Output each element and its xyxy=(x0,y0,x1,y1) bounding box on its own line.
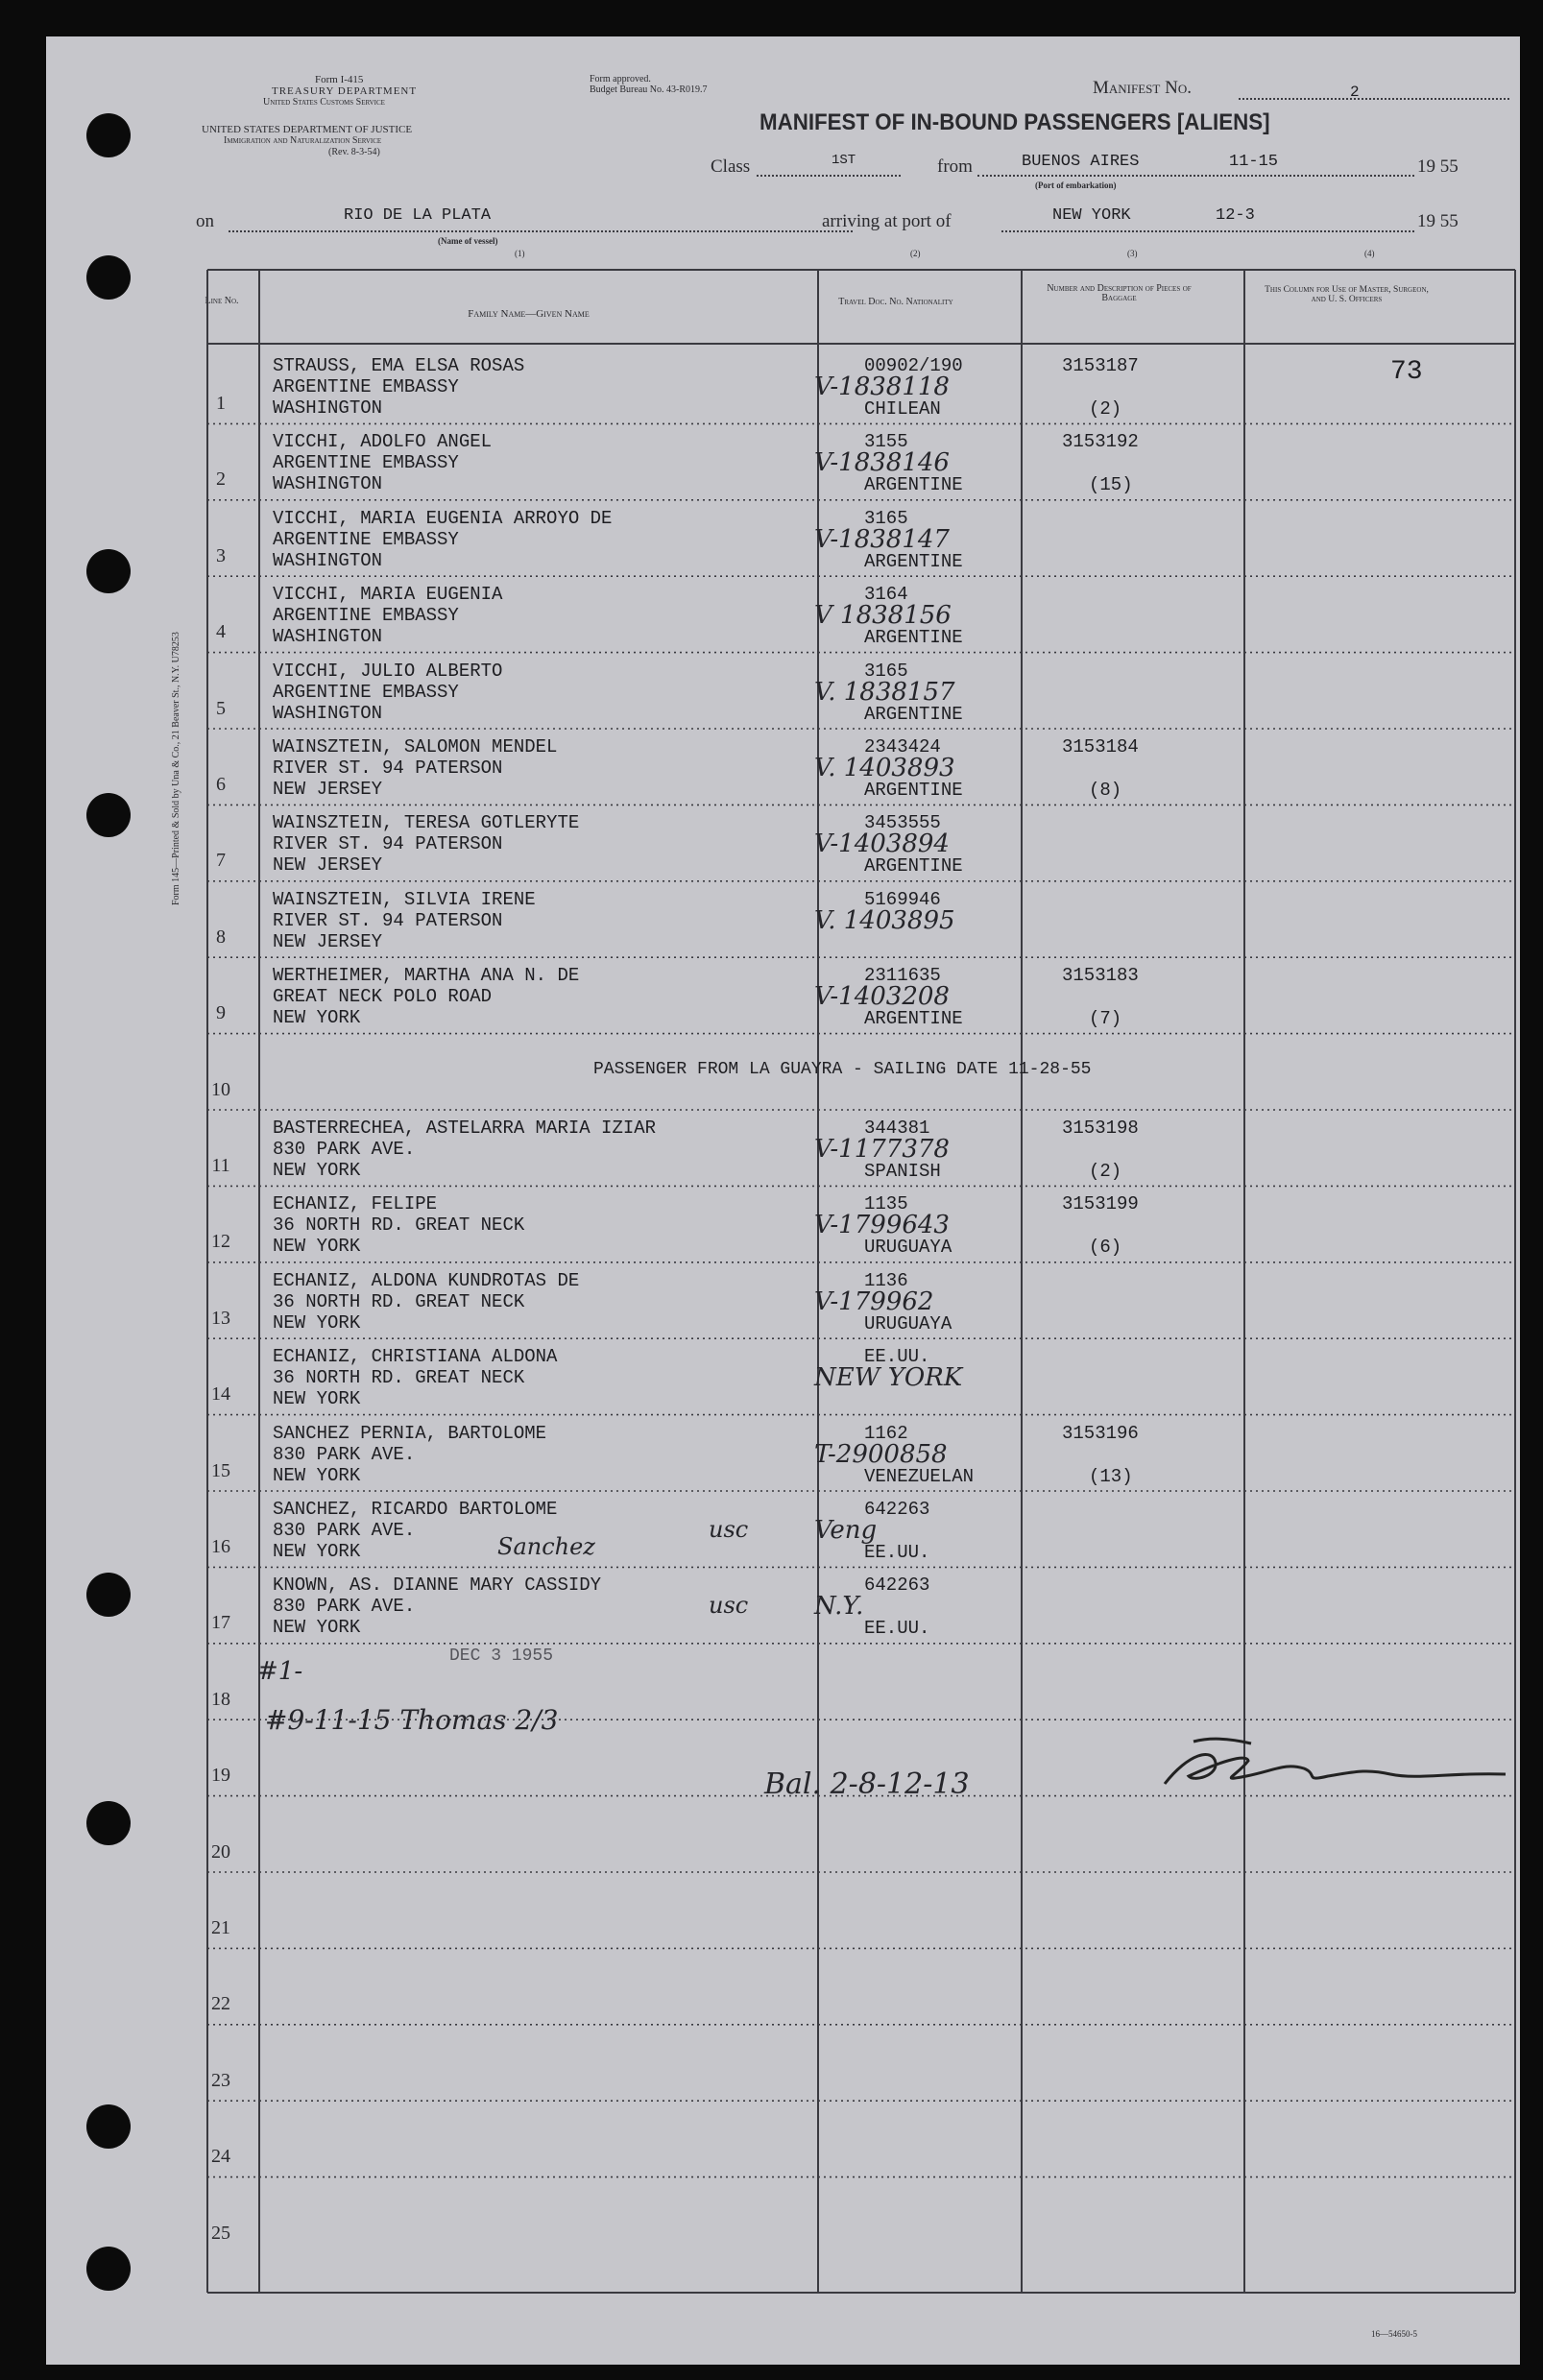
passenger-city: WASHINGTON xyxy=(273,549,383,571)
passenger-address: GREAT NECK POLO ROAD xyxy=(273,986,493,1008)
from-label: from xyxy=(937,156,973,177)
line-number: 9 xyxy=(216,1002,226,1024)
nationality: SPANISH xyxy=(864,1161,941,1182)
line-number: 19 xyxy=(211,1765,230,1787)
nationality: ARGENTINE xyxy=(864,780,963,801)
nationality: CHILEAN xyxy=(864,398,941,420)
usc-note: usc xyxy=(709,1516,749,1543)
line-number: 5 xyxy=(216,697,226,719)
customs-service: United States Customs Service xyxy=(263,97,385,108)
line-number: 12 xyxy=(211,1231,230,1253)
travel-doc-number: 642263 xyxy=(864,1499,930,1520)
travel-doc-number: 3165 xyxy=(864,507,908,529)
travel-doc-number: 3453555 xyxy=(864,812,941,834)
baggage-number: 3153187 xyxy=(1062,355,1139,376)
nationality: ARGENTINE xyxy=(864,1008,963,1030)
passenger-name: KNOWN, AS. DIANNE MARY CASSIDY xyxy=(273,1575,602,1597)
line-number: 13 xyxy=(211,1307,230,1329)
baggage-number: 3153196 xyxy=(1062,1422,1139,1444)
line-number: 8 xyxy=(216,926,226,948)
passenger-city: WASHINGTON xyxy=(273,702,383,724)
baggage-number: 3153183 xyxy=(1062,965,1139,987)
passenger-city: NEW JERSEY xyxy=(273,930,383,952)
annotation-line-17: #1- xyxy=(257,1657,303,1686)
baggage-number: 3153198 xyxy=(1062,1118,1139,1139)
vessel-name: RIO DE LA PLATA xyxy=(344,206,492,225)
annotation-line-18: #9-11-15 Thomas 2/3 xyxy=(265,1704,559,1736)
manifest-label: Manifest No. xyxy=(1093,78,1192,98)
visa-number: V-1838118 xyxy=(814,373,950,401)
col-baggage-header: Number and Description of Pieces of Baggage xyxy=(1047,283,1192,303)
visa-number: V. 1403893 xyxy=(814,754,955,782)
officer-mark: 73 xyxy=(1390,357,1423,387)
passenger-name: SANCHEZ, RICARDO BARTOLOME xyxy=(273,1499,558,1520)
passenger-city: NEW YORK xyxy=(273,1007,361,1029)
visa-number: Veng xyxy=(814,1516,878,1545)
col-num-4: (4) xyxy=(1364,249,1375,258)
department: TREASURY DEPARTMENT xyxy=(272,85,418,97)
travel-doc-number: 1136 xyxy=(864,1269,908,1291)
passenger-city: NEW YORK xyxy=(273,1617,361,1639)
travel-doc-number: 344381 xyxy=(864,1118,930,1139)
on-label: on xyxy=(196,211,214,231)
arrival-port: NEW YORK xyxy=(1052,206,1131,225)
nationality: ARGENTINE xyxy=(864,627,963,649)
travel-doc-number: 00902/190 xyxy=(864,355,963,376)
line-number: 6 xyxy=(216,774,226,795)
nationality: ARGENTINE xyxy=(864,474,963,496)
nationality: VENEZUELAN xyxy=(864,1465,975,1487)
passenger-name: WERTHEIMER, MARTHA ANA N. DE xyxy=(273,965,580,987)
visa-number: V-1177378 xyxy=(814,1135,950,1164)
passenger-address: ARGENTINE EMBASSY xyxy=(273,528,459,550)
passenger-city: NEW YORK xyxy=(273,1160,361,1181)
line-number: 10 xyxy=(211,1078,230,1100)
line-number: 3 xyxy=(216,544,226,566)
baggage-number: 3153184 xyxy=(1062,736,1139,757)
passenger-city: NEW YORK xyxy=(273,1464,361,1486)
passenger-address: RIVER ST. 94 PATERSON xyxy=(273,757,503,779)
line-number: 20 xyxy=(211,1840,230,1863)
nationality: EE.UU. xyxy=(864,1618,930,1640)
form-id: Form I-415 xyxy=(315,74,364,85)
page-title: MANIFEST OF IN-BOUND PASSENGERS [ALIENS] xyxy=(759,109,1270,135)
passenger-address: 830 PARK AVE. xyxy=(273,1596,416,1618)
passenger-name: ECHANIZ, FELIPE xyxy=(273,1193,438,1215)
passenger-address: 830 PARK AVE. xyxy=(273,1520,416,1541)
travel-doc-number: 3165 xyxy=(864,660,908,682)
passenger-name: WAINSZTEIN, SILVIA IRENE xyxy=(273,888,536,910)
nationality: ARGENTINE xyxy=(864,703,963,725)
visa-number: V-1799643 xyxy=(814,1211,950,1240)
visa-number: T-2900858 xyxy=(814,1439,948,1469)
passenger-address: 830 PARK AVE. xyxy=(273,1443,416,1465)
passenger-name: WAINSZTEIN, SALOMON MENDEL xyxy=(273,736,558,757)
passenger-city: WASHINGTON xyxy=(273,626,383,648)
side-print: Form 145—Printed & Sold by Una & Co., 21 Beaver St., N.Y. U78253 xyxy=(171,632,181,905)
passenger-address: ARGENTINE EMBASSY xyxy=(273,681,459,703)
passenger-city: NEW YORK xyxy=(273,1388,361,1410)
line-number: 7 xyxy=(216,850,226,872)
passenger-address: RIVER ST. 94 PATERSON xyxy=(273,909,503,931)
passenger-address: RIVER ST. 94 PATERSON xyxy=(273,833,503,855)
passenger-city: NEW YORK xyxy=(273,1541,361,1562)
baggage-count: (13) xyxy=(1089,1465,1133,1487)
passenger-name: VICCHI, JULIO ALBERTO xyxy=(273,660,503,682)
line-number: 4 xyxy=(216,621,226,643)
usc-note: usc xyxy=(709,1592,749,1620)
handwritten-note: Sanchez xyxy=(497,1533,595,1560)
passenger-city: WASHINGTON xyxy=(273,473,383,495)
baggage-count: (2) xyxy=(1089,398,1122,420)
visa-number: V-1403894 xyxy=(814,829,950,859)
line-number: 25 xyxy=(211,2222,230,2244)
travel-doc-number: 642263 xyxy=(864,1575,930,1597)
line-number: 18 xyxy=(211,1688,230,1710)
passenger-city: NEW JERSEY xyxy=(273,854,383,877)
visa-number: N.Y. xyxy=(814,1592,864,1622)
line-number: 24 xyxy=(211,2146,230,2168)
baggage-number: 3153199 xyxy=(1062,1193,1139,1215)
vessel-caption: (Name of vessel) xyxy=(438,236,498,246)
travel-doc-number: 3155 xyxy=(864,431,908,453)
passenger-name: STRAUSS, EMA ELSA ROSAS xyxy=(273,355,525,376)
travel-doc-number: 2311635 xyxy=(864,965,941,987)
from-port: BUENOS AIRES xyxy=(1022,153,1140,171)
col-name-header: Family Name—Given Name xyxy=(468,308,590,320)
line-number: 11 xyxy=(211,1155,230,1176)
line-number: 23 xyxy=(211,2069,230,2091)
travel-doc-number: 3164 xyxy=(864,584,908,606)
nationality: ARGENTINE xyxy=(864,550,963,572)
received-stamp: DEC 3 1955 xyxy=(449,1647,554,1666)
embark-caption: (Port of embarkation) xyxy=(1035,180,1117,190)
immigration-service: Immigration and Naturalization Service xyxy=(224,135,382,146)
arrival-year: 19 55 xyxy=(1417,211,1459,231)
visa-number: V. 1403895 xyxy=(814,905,955,935)
line-number: 17 xyxy=(211,1612,230,1634)
visa-number: V-1838147 xyxy=(814,524,950,554)
justice-dept: UNITED STATES DEPARTMENT OF JUSTICE xyxy=(202,124,413,135)
from-date: 11-15 xyxy=(1229,153,1279,171)
passenger-address: 36 NORTH RD. GREAT NECK xyxy=(273,1214,525,1237)
passenger-name: BASTERRECHEA, ASTELARRA MARIA IZIAR xyxy=(273,1118,657,1139)
class-value: 1ST xyxy=(832,153,856,168)
visa-number: V-1838146 xyxy=(814,448,950,478)
manifest-no: 2 xyxy=(1350,84,1360,101)
revision: (Rev. 8-3-54) xyxy=(328,147,380,157)
passenger-address: ARGENTINE EMBASSY xyxy=(273,452,459,474)
class-label: Class xyxy=(711,156,751,177)
passenger-city: NEW YORK xyxy=(273,1236,361,1258)
line-number: 14 xyxy=(211,1383,230,1406)
col-num-2: (2) xyxy=(910,249,921,258)
annotation-line-19: Bal. 2-8-12-13 xyxy=(764,1767,970,1801)
passenger-name: WAINSZTEIN, TERESA GOTLERYTE xyxy=(273,812,580,834)
passenger-name: ECHANIZ, CHRISTIANA ALDONA xyxy=(273,1346,558,1368)
baggage-number: 3153192 xyxy=(1062,431,1139,453)
manifest-sheet xyxy=(46,36,1520,2365)
travel-doc-number: 1162 xyxy=(864,1422,908,1444)
nationality: URUGUAYA xyxy=(864,1312,952,1334)
visa-number: V-179962 xyxy=(814,1286,934,1316)
visa-number: V-1403208 xyxy=(814,982,950,1012)
passenger-name: VICCHI, ADOLFO ANGEL xyxy=(273,431,493,453)
line-number: 16 xyxy=(211,1536,230,1557)
col-officers-header: This Column for Use of Master, Surgeon, and U. S. Officers xyxy=(1265,285,1429,304)
passenger-address: ARGENTINE EMBASSY xyxy=(273,376,459,397)
visa-number: V 1838156 xyxy=(814,601,952,631)
line-number: 15 xyxy=(211,1459,230,1481)
col-num-1: (1) xyxy=(515,249,525,258)
manifest-grid xyxy=(46,36,1520,2365)
col-num-3: (3) xyxy=(1127,249,1138,258)
passenger-address: ARGENTINE EMBASSY xyxy=(273,605,459,627)
from-year: 19 55 xyxy=(1417,156,1459,177)
nationality: EE.UU. xyxy=(864,1542,930,1563)
passenger-address: 830 PARK AVE. xyxy=(273,1139,416,1160)
travel-doc-number: EE.UU. xyxy=(864,1346,930,1368)
baggage-count: (7) xyxy=(1089,1008,1122,1030)
baggage-count: (8) xyxy=(1089,780,1122,801)
visa-number: NEW YORK xyxy=(814,1363,963,1393)
visa-number: V. 1838157 xyxy=(814,677,955,707)
passenger-name: SANCHEZ PERNIA, BARTOLOME xyxy=(273,1422,547,1444)
passenger-address: 36 NORTH RD. GREAT NECK xyxy=(273,1290,525,1312)
baggage-count: (6) xyxy=(1089,1237,1122,1259)
col-line-header: Line No. xyxy=(205,296,239,306)
passenger-name: VICCHI, MARIA EUGENIA xyxy=(273,584,503,606)
officer-signature xyxy=(1160,1734,1525,1801)
budget-bureau: Budget Bureau No. 43-R019.7 xyxy=(590,84,708,95)
arrival-date: 12-3 xyxy=(1216,206,1255,225)
col-travel-header: Travel Doc. No. Nationality xyxy=(838,297,953,307)
passenger-city: NEW JERSEY xyxy=(273,779,383,800)
baggage-count: (2) xyxy=(1089,1161,1122,1182)
line-number: 22 xyxy=(211,1993,230,2015)
passenger-city: NEW YORK xyxy=(273,1311,361,1334)
passenger-address: 36 NORTH RD. GREAT NECK xyxy=(273,1367,525,1389)
passenger-name: ECHANIZ, ALDONA KUNDROTAS DE xyxy=(273,1269,580,1291)
baggage-count: (15) xyxy=(1089,474,1133,496)
nationality: ARGENTINE xyxy=(864,855,963,877)
nationality: URUGUAYA xyxy=(864,1237,952,1259)
travel-doc-number: 2343424 xyxy=(864,736,941,757)
passenger-name: VICCHI, MARIA EUGENIA ARROYO DE xyxy=(273,507,613,529)
travel-doc-number: 1135 xyxy=(864,1193,908,1215)
form-approved: Form approved. xyxy=(590,74,651,84)
arriving-label: arriving at port of xyxy=(822,211,952,231)
line-number: 2 xyxy=(216,469,226,491)
line-number: 1 xyxy=(216,393,226,414)
section-heading: PASSENGER FROM LA GUAYRA - SAILING DATE 11-28-55 xyxy=(593,1059,1092,1079)
footer-code: 16—54650-5 xyxy=(1371,2329,1417,2339)
travel-doc-number: 5169946 xyxy=(864,888,941,910)
line-number: 21 xyxy=(211,1917,230,1938)
passenger-city: WASHINGTON xyxy=(273,397,383,419)
